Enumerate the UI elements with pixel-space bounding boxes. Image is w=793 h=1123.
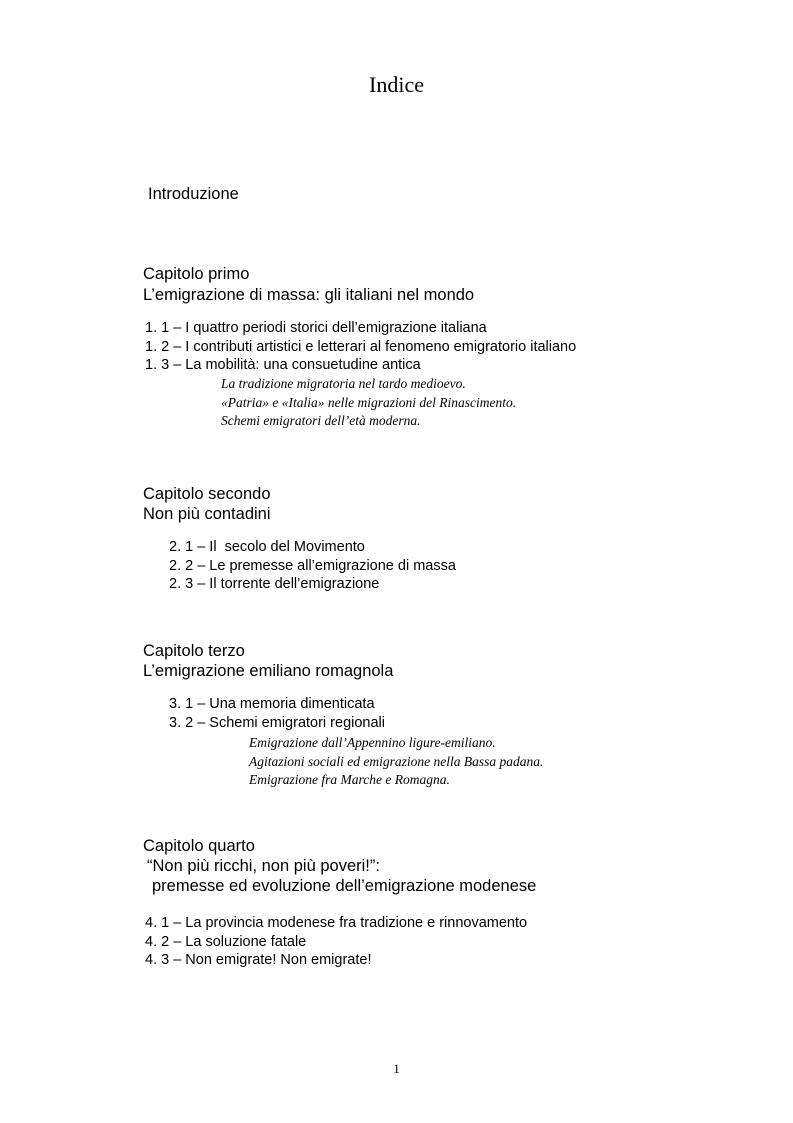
chapter1-subitem-2: «Patria» e «Italia» nelle migrazioni del Rinascimento. [221,394,517,410]
page-title: Indice [369,72,424,97]
introduction-heading: Introduzione [148,185,239,203]
chapter2-item-3: 2. 3 – Il torrente dell’emigrazione [169,576,380,592]
chapter1-label: Capitolo primo [143,265,250,283]
chapter4-item-3: 4. 3 – Non emigrate! Non emigrate! [145,952,372,968]
chapter1-subitem-3: Schemi emigratori dell’età moderna. [221,413,421,428]
chapter1-title: L’emigrazione di massa: gli italiani nel mondo [143,286,475,304]
chapter3-title: L’emigrazione emiliano romagnola [143,662,394,680]
chapter1-item-1: 1. 1 – I quattro periodi storici dell’emigrazione italiana [145,320,487,336]
chapter4-title-line2: premesse ed evoluzione dell’emigrazione modenese [152,877,537,895]
chapter1-item-2: 1. 2 – I contributi artistici e letterari al fenomeno emigratorio italiano [145,338,577,355]
chapter3-item-2: 3. 2 – Schemi emigratori regionali [169,714,385,731]
page-number: 1 [393,1061,400,1076]
chapter4-item-1: 4. 1 – La provincia modenese fra tradizione e rinnovamento [145,915,528,931]
chapter1-subitem-1: La tradizione migratoria nel tardo medioevo. [221,376,466,391]
chapter3-subitem-3: Emigrazione fra Marche e Romagna. [249,772,450,787]
chapter2-item-2: 2. 2 – Le premesse all’emigrazione di massa [169,557,456,574]
chapter3-subitem-1: Emigrazione dall’Appennino ligure-emiliano. [249,735,496,750]
chapter2-title: Non più contadini [143,505,271,523]
chapter1-item-3: 1. 3 – La mobilità: una consuetudine antica [145,357,421,373]
chapter3-label: Capitolo terzo [143,642,245,660]
chapter3-item-1: 3. 1 – Una memoria dimenticata [169,696,375,712]
chapter2-label: Capitolo secondo [143,485,271,503]
chapter2-item-1: 2. 1 – Il secolo del Movimento [169,539,365,555]
chapter4-item-2: 4. 2 – La soluzione fatale [145,933,307,950]
chapter3-subitem-2: Agitazioni sociali ed emigrazione nella Bassa padana. [249,753,544,769]
chapter4-title-line1: “Non più ricchi, non più poveri!”: [147,857,380,875]
chapter4-label: Capitolo quarto [143,837,255,855]
